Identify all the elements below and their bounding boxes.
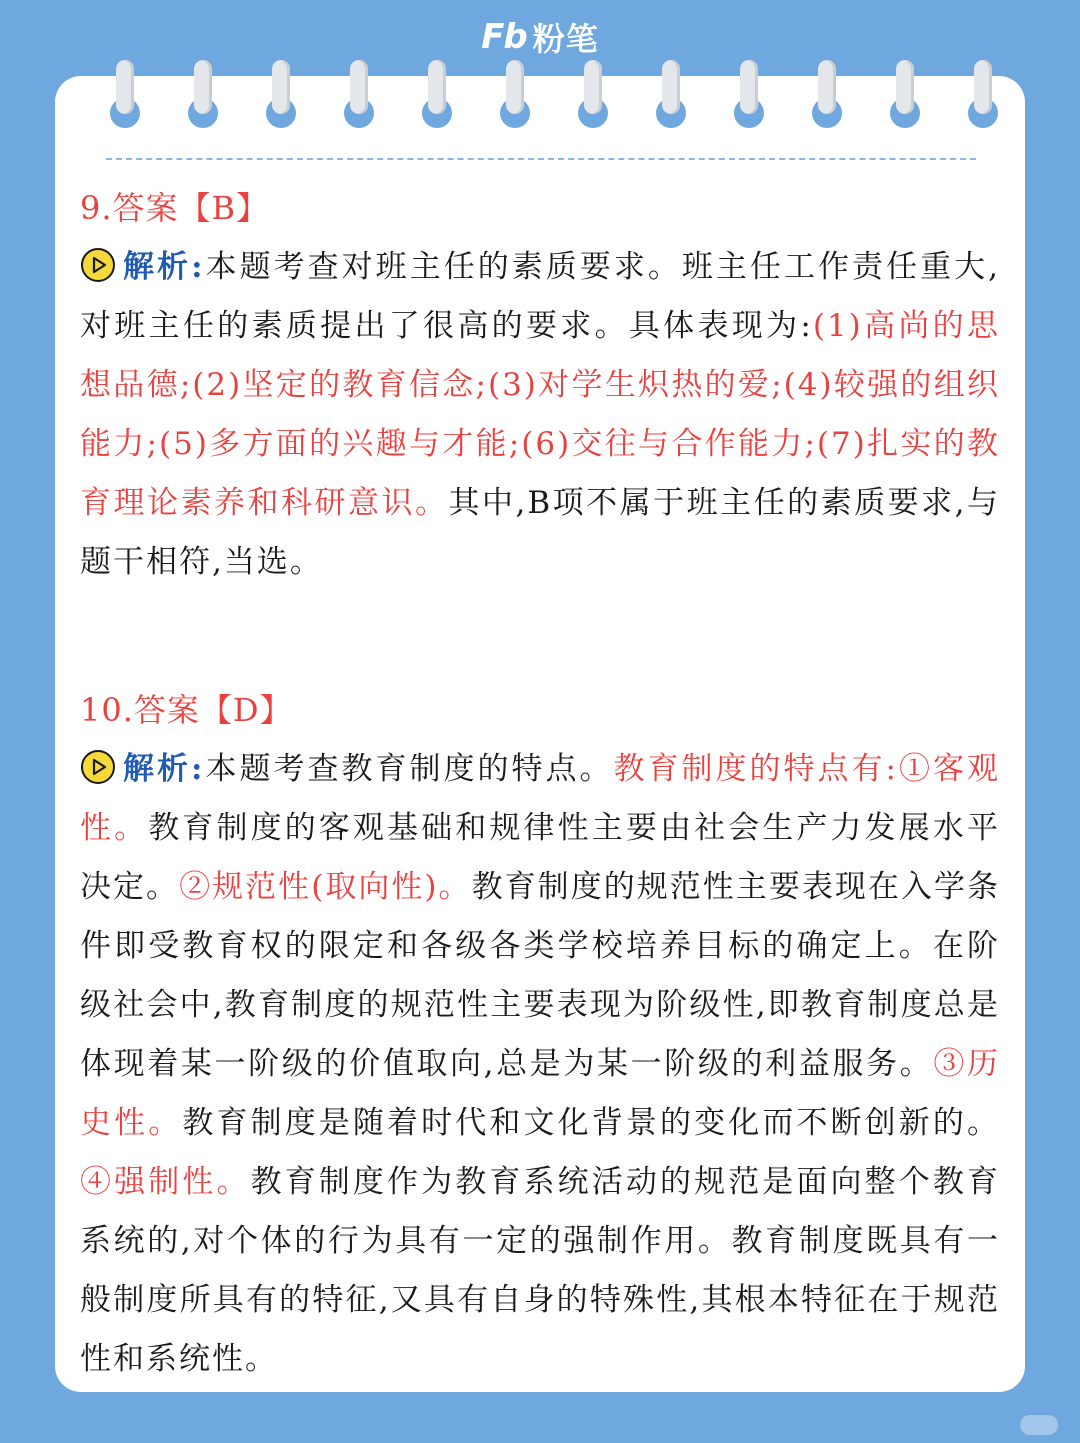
ring-icon (656, 60, 686, 130)
watermark-badge (1020, 1415, 1058, 1435)
divider (106, 158, 976, 160)
ring-icon (110, 60, 140, 130)
q9-title: 9.答案【B】 (80, 189, 270, 227)
q10-label-colon: : (191, 751, 205, 787)
notebook-rings (55, 60, 1025, 130)
q9-text-1: 本题考查对班主任的素质要求。班主任工作责任重大,对班主任的素质提出了很高的要求。具体表现为: (80, 249, 1000, 344)
ring-icon (188, 60, 218, 130)
q10-highlight-3: ③历史性。 (80, 1046, 1000, 1141)
q9-analysis (80, 238, 1000, 592)
q9-label: 解析 (122, 249, 192, 285)
ring-icon (422, 60, 452, 130)
brand-name: 粉笔 (532, 20, 599, 58)
ring-icon (578, 60, 608, 130)
q9-label-colon: : (191, 249, 205, 285)
q10-analysis (80, 740, 1000, 1389)
q10-text-4: 教育制度是随着时代和文化背景的变化而不断创新的。 (182, 1105, 1001, 1141)
q10-highlight-1: 教育制度的特点有:①客观性。 (80, 751, 1000, 846)
play-icon (80, 749, 116, 785)
ring-icon (812, 60, 842, 130)
q9-text-2: 其中,B项不属于班主任的素质要求,与题干相符,当选。 (80, 485, 1000, 580)
q10-highlight-4: ④强制性。 (80, 1164, 251, 1200)
q10-text-5: 教育制度作为教育系统活动的规范是面向整个教育系统的,对个体的行为具有一定的强制作用。教育制度既具有一般制度所具有的特征,又具有自身的特殊性,其根本特征在于规范性和系统性。 (80, 1164, 1000, 1377)
ring-icon (266, 60, 296, 130)
q9-highlight-1: (1)高尚的思想品德;(2)坚定的教育信念;(3)对学生炽热的爱;(4)较强的组织能力;(5)多方面的兴趣与才能;(6)交往与合作能力;(7)扎实的教育理论素养和科研意识。 (80, 308, 1000, 521)
brand-mark: Fb (481, 17, 527, 57)
q10-text-2: 教育制度的客观基础和规律性主要由社会生产力发展水平决定。 (80, 810, 1001, 905)
ring-icon (968, 60, 998, 130)
ring-icon (890, 60, 920, 130)
q10-title: 10.答案【D】 (80, 691, 293, 729)
q10-label: 解析 (122, 751, 192, 787)
ring-icon (500, 60, 530, 130)
q10-text-3: 教育制度的规范性主要表现在入学条件即受教育权的限定和各级各类学校培养目标的确定上。在阶级社会中,教育制度的规范性主要表现为阶级性,即教育制度总是体现着某一阶级的价值取向,总是为某一阶级的利益服务。 (80, 869, 1001, 1082)
ring-icon (344, 60, 374, 130)
q10-text-1: 本题考查教育制度的特点。 (204, 751, 614, 787)
ring-icon (734, 60, 764, 130)
play-icon (80, 247, 116, 283)
q10-highlight-2: ②规范性(取向性)。 (179, 869, 472, 905)
answer-content (80, 178, 1000, 1389)
brand-logo (0, 14, 1080, 60)
